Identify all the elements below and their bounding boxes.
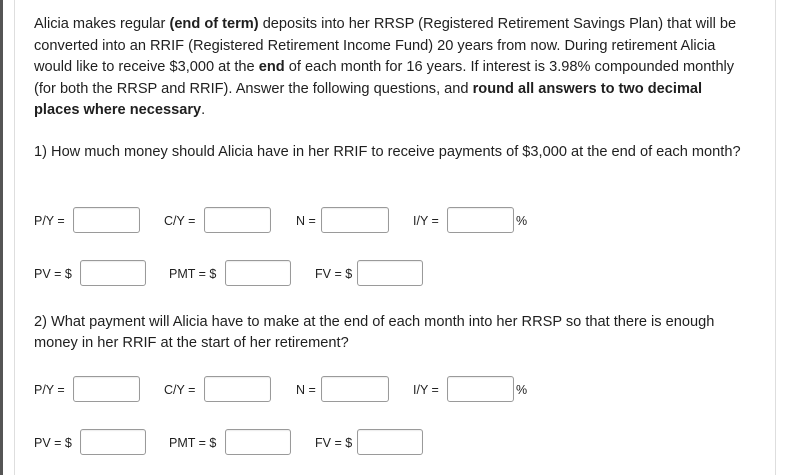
q1-fv-label: FV = $ — [315, 267, 353, 281]
q1-percent-sign: % — [516, 214, 528, 228]
q1-pmt-input[interactable] — [225, 260, 291, 286]
q2-n-input[interactable] — [321, 376, 389, 402]
q2-percent-sign: % — [516, 383, 528, 397]
problem-bold-3: round all answers to two decimal places where necessary — [34, 80, 703, 118]
q1-iy-input[interactable] — [447, 207, 514, 233]
q1-py-label: P/Y = — [34, 214, 65, 228]
q1-cy-input[interactable] — [204, 207, 271, 233]
question-2-text: 2) What payment will Alicia have to make at the end of each month into her RRSP so that there is enough money in her RRIF at the start of her retirement? — [34, 314, 715, 351]
q2-pmt-input[interactable] — [225, 429, 291, 455]
question-1-text: 1) How much money should Alicia have in her RRIF to receive payments of $3,000 at the end of each month? — [34, 144, 741, 160]
problem-bold-1: (end of term) — [169, 16, 259, 32]
q2-fv-label: FV = $ — [315, 436, 353, 450]
q2-pv-input[interactable] — [80, 429, 146, 455]
q2-py-input[interactable] — [73, 376, 140, 402]
q2-cy-label: C/Y = — [164, 383, 196, 397]
q2-iy-label: I/Y = — [413, 383, 439, 397]
problem-statement — [34, 14, 744, 122]
q1-py-input[interactable] — [73, 207, 140, 233]
q2-cy-input[interactable] — [204, 376, 271, 402]
q1-n-input[interactable] — [321, 207, 389, 233]
q2-pmt-label: PMT = $ — [169, 436, 217, 450]
problem-text-1: Alicia makes regular — [34, 16, 170, 32]
problem-text-2: deposits into her RRSP (Registered Retirement Savings Plan) that will be converted into an RRIF (Registered Retirement Income Fund) 20 years from now. During retirement Alicia would like to receive $3,000 at the — [34, 16, 737, 75]
window-edge — [0, 0, 3, 475]
q2-py-label: P/Y = — [34, 383, 65, 397]
q2-n-label: N = — [296, 383, 316, 397]
q1-cy-label: C/Y = — [164, 214, 196, 228]
q1-fv-input[interactable] — [357, 260, 423, 286]
problem-text-3: of each month for 16 years. If interest is 3.98% compounded monthly (for both the RRSP and RRIF). Answer the following questions, and — [34, 59, 735, 97]
q1-pv-input[interactable] — [80, 260, 146, 286]
q1-iy-label: I/Y = — [413, 214, 439, 228]
q1-pmt-label: PMT = $ — [169, 267, 217, 281]
q2-pv-label: PV = $ — [34, 436, 72, 450]
problem-bold-2: end — [258, 59, 285, 75]
q2-fv-input[interactable] — [357, 429, 423, 455]
q1-pv-label: PV = $ — [34, 267, 72, 281]
q2-iy-input[interactable] — [447, 376, 514, 402]
q1-n-label: N = — [296, 214, 316, 228]
problem-text-4: . — [201, 102, 206, 118]
